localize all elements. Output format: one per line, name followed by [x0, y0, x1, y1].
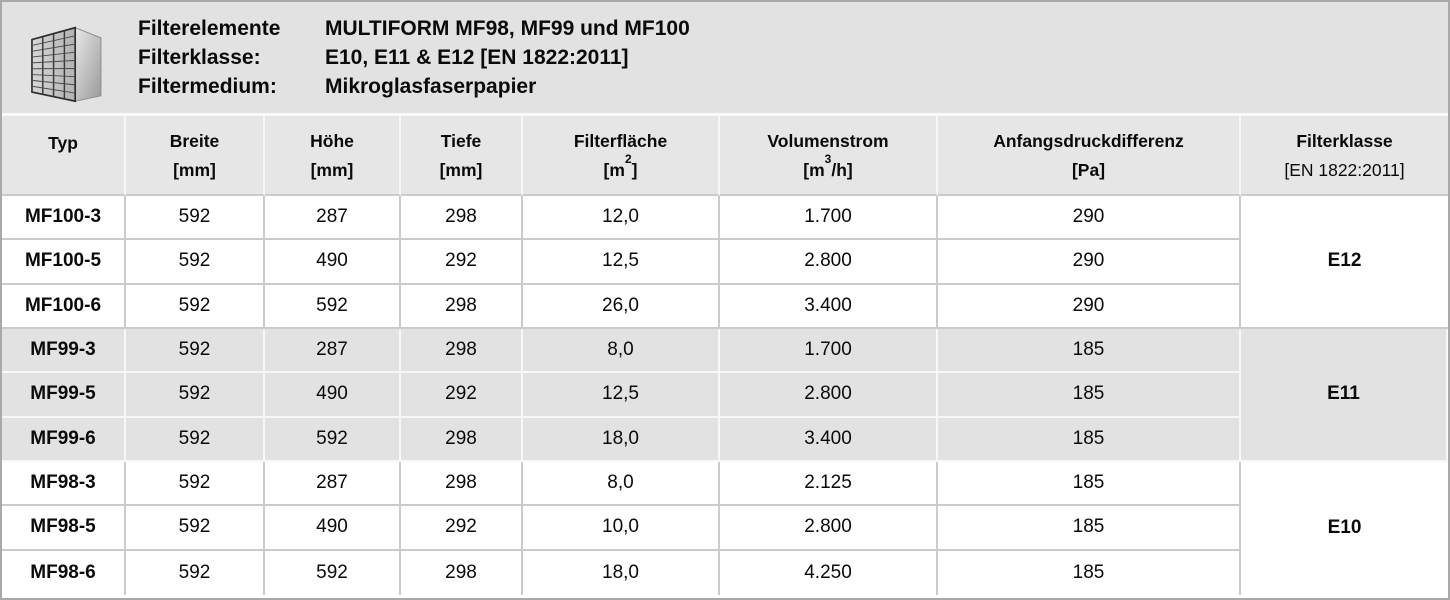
table-row	[2, 240, 1448, 284]
spec-table	[2, 116, 1448, 595]
column-header-hoehe: Höhe [mm]	[265, 116, 401, 196]
cell-filterklasse-merged: E10	[1241, 462, 1448, 595]
title-row-filterelemente	[138, 14, 690, 43]
title-row-filtermedium	[138, 72, 690, 101]
cell-typ: MF98-6	[2, 551, 126, 595]
cell-typ: MF98-5	[2, 506, 126, 550]
cell-druckdifferenz: 185	[938, 373, 1241, 417]
cell-volumenstrom: 2.800	[720, 240, 938, 284]
cell-tiefe: 298	[401, 462, 523, 506]
cell-tiefe: 298	[401, 285, 523, 329]
table-row	[2, 506, 1448, 550]
cell-druckdifferenz: 290	[938, 285, 1241, 329]
table-row	[2, 329, 1448, 373]
cell-hoehe: 287	[265, 462, 401, 506]
cell-filterklasse-merged: E12	[1241, 196, 1448, 329]
cell-volumenstrom: 1.700	[720, 196, 938, 240]
cell-volumenstrom: 3.400	[720, 285, 938, 329]
column-header-volumenstrom: Volumenstrom $[m^3/h]$	[720, 116, 938, 196]
table-row	[2, 418, 1448, 462]
table-row	[2, 373, 1448, 417]
cell-tiefe: 298	[401, 196, 523, 240]
cell-volumenstrom: 3.400	[720, 418, 938, 462]
cell-breite: 592	[126, 418, 265, 462]
cell-breite: 592	[126, 462, 265, 506]
title-row-filterklasse	[138, 43, 690, 72]
cell-breite: 592	[126, 285, 265, 329]
cell-typ: MF100-6	[2, 285, 126, 329]
cell-breite: 592	[126, 506, 265, 550]
cell-tiefe: 292	[401, 506, 523, 550]
cell-typ: MF99-3	[2, 329, 126, 373]
cell-typ: MF100-5	[2, 240, 126, 284]
title-value: Mikroglasfaserpapier	[325, 75, 537, 98]
cell-druckdifferenz: 185	[938, 329, 1241, 373]
column-header-typ: Typ	[2, 116, 126, 196]
cell-breite: 592	[126, 373, 265, 417]
cell-druckdifferenz: 185	[938, 462, 1241, 506]
cell-filterflaeche: 18,0	[523, 418, 720, 462]
column-header-breite: Breite [mm]	[126, 116, 265, 196]
cell-filterflaeche: 8,0	[523, 462, 720, 506]
header-row	[2, 116, 1448, 196]
title-value: E10, E11 & E12 [EN 1822:2011]	[325, 46, 629, 69]
cell-filterflaeche: 26,0	[523, 285, 720, 329]
cell-volumenstrom: 2.800	[720, 506, 938, 550]
cell-hoehe: 287	[265, 196, 401, 240]
table-row	[2, 462, 1448, 506]
title-band	[2, 2, 1448, 116]
cell-volumenstrom: 2.125	[720, 462, 938, 506]
cell-hoehe: 490	[265, 373, 401, 417]
cell-volumenstrom: 4.250	[720, 551, 938, 595]
table-row	[2, 551, 1448, 595]
cell-filterflaeche: 12,0	[523, 196, 720, 240]
table-row	[2, 285, 1448, 329]
cell-tiefe: 298	[401, 418, 523, 462]
table-row	[2, 196, 1448, 240]
cell-tiefe: 292	[401, 373, 523, 417]
cell-typ: MF98-3	[2, 462, 126, 506]
cell-tiefe: 298	[401, 551, 523, 595]
title-label: Filterklasse:	[138, 46, 261, 69]
cell-volumenstrom: 2.800	[720, 373, 938, 417]
cell-breite: 592	[126, 329, 265, 373]
cell-breite: 592	[126, 196, 265, 240]
cell-druckdifferenz: 185	[938, 418, 1241, 462]
title-label: Filterelemente	[138, 17, 281, 40]
cell-filterflaeche: 12,5	[523, 240, 720, 284]
cell-druckdifferenz: 185	[938, 551, 1241, 595]
filter-product-photo-icon	[20, 9, 112, 107]
cell-druckdifferenz: 290	[938, 240, 1241, 284]
cell-hoehe: 592	[265, 285, 401, 329]
cell-hoehe: 490	[265, 240, 401, 284]
cell-volumenstrom: 1.700	[720, 329, 938, 373]
cell-filterflaeche: 18,0	[523, 551, 720, 595]
title-value: MULTIFORM MF98, MF99 und MF100	[325, 17, 690, 40]
cell-filterflaeche: 8,0	[523, 329, 720, 373]
cell-filterflaeche: 12,5	[523, 373, 720, 417]
column-header-filterklasse: Filterklasse [EN 1822:2011]	[1241, 116, 1448, 196]
column-header-filterflaeche: Filterfläche $[m^2]$	[523, 116, 720, 196]
cell-tiefe: 298	[401, 329, 523, 373]
cell-hoehe: 287	[265, 329, 401, 373]
cell-filterklasse-merged: E11	[1241, 329, 1448, 462]
cell-tiefe: 292	[401, 240, 523, 284]
cell-typ: MF99-6	[2, 418, 126, 462]
title-text-block	[138, 14, 690, 101]
cell-breite: 592	[126, 240, 265, 284]
cell-breite: 592	[126, 551, 265, 595]
cell-typ: MF100-3	[2, 196, 126, 240]
cell-druckdifferenz: 185	[938, 506, 1241, 550]
title-label: Filtermedium:	[138, 75, 277, 98]
cell-hoehe: 592	[265, 551, 401, 595]
cell-typ: MF99-5	[2, 373, 126, 417]
cell-druckdifferenz: 290	[938, 196, 1241, 240]
cell-hoehe: 490	[265, 506, 401, 550]
cell-filterflaeche: 10,0	[523, 506, 720, 550]
column-header-tiefe: Tiefe [mm]	[401, 116, 523, 196]
column-header-anfangsdruckdifferenz: Anfangsdruckdifferenz [Pa]	[938, 116, 1241, 196]
cell-hoehe: 592	[265, 418, 401, 462]
